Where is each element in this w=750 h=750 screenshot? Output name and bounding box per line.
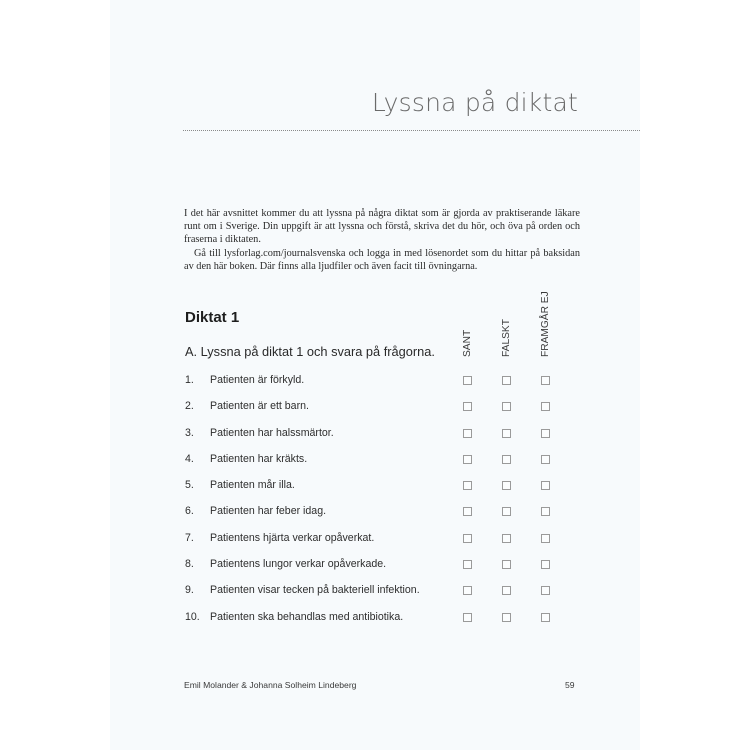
column-header-sant: SANT — [462, 329, 473, 357]
statement-text: Patienten är förkyld. — [210, 374, 305, 386]
checkbox-sant[interactable] — [463, 534, 472, 543]
statement-row — [185, 557, 585, 583]
checkbox-sant[interactable] — [463, 507, 472, 516]
statement-text: Patienten har feber idag. — [210, 505, 327, 518]
statement-number: 5. — [185, 479, 194, 492]
page-title: Lyssna på diktat — [371, 88, 578, 117]
checkbox-framgar-ej[interactable] — [541, 402, 550, 411]
checkbox-falskt[interactable] — [502, 402, 511, 411]
statement-number: 2. — [185, 400, 194, 413]
checkbox-sant[interactable] — [463, 376, 472, 385]
intro-text — [184, 207, 580, 273]
page-number: 59 — [565, 680, 575, 690]
checkbox-falskt[interactable] — [502, 376, 511, 385]
checkbox-framgar-ej[interactable] — [541, 613, 550, 622]
section-heading: Diktat 1 — [185, 309, 240, 326]
title-dotted-divider — [183, 130, 640, 131]
checkbox-falskt[interactable] — [502, 429, 511, 438]
checkbox-framgar-ej[interactable] — [541, 534, 550, 543]
checkbox-falskt[interactable] — [502, 455, 511, 464]
checkbox-falskt[interactable] — [502, 507, 511, 516]
statement-number: 10. — [185, 610, 200, 623]
statement-row — [185, 583, 585, 609]
checkbox-sant[interactable] — [463, 481, 472, 490]
statement-row — [185, 478, 585, 504]
statement-text: Patienten mår illa. — [210, 479, 295, 492]
checkbox-sant[interactable] — [463, 613, 472, 622]
statement-number: 7. — [185, 531, 194, 544]
checkbox-framgar-ej[interactable] — [541, 586, 550, 595]
intro-paragraph-2: Gå till lysforlag.com/journalsvenska och logga in med lösenordet som du hittar på baksidan av den här boken. Där finns alla ljudfiler och även facit till övningarna. — [184, 247, 580, 272]
statement-text: Patienten är ett barn. — [210, 400, 309, 413]
intro-paragraph-1: I det här avsnittet kommer du att lyssna på några diktat som är gjorda av praktiserande läkare runt om i Sverige. Din uppgift är att lyssna och förstå, skriva det du hör, och öva på orden och fraserna i diktaten. — [184, 208, 580, 246]
checkbox-sant[interactable] — [463, 429, 472, 438]
checkbox-sant[interactable] — [463, 560, 472, 569]
checkbox-falskt[interactable] — [502, 481, 511, 490]
statement-text: Patienten har kräkts. — [210, 452, 308, 465]
checkbox-framgar-ej[interactable] — [541, 455, 550, 464]
statement-row — [185, 610, 585, 636]
statement-number: 8. — [185, 558, 194, 571]
checkbox-framgar-ej[interactable] — [541, 376, 550, 385]
statement-number: 6. — [185, 505, 194, 518]
statement-text: Patientens lungor verkar opåverkade. — [210, 558, 387, 571]
checkbox-framgar-ej[interactable] — [541, 507, 550, 516]
statement-number: 9. — [185, 584, 194, 597]
checkbox-framgar-ej[interactable] — [541, 560, 550, 569]
column-header-framgar-ej: FRAMGÅR EJ — [540, 291, 551, 357]
statement-row — [185, 426, 585, 452]
checkbox-falskt[interactable] — [502, 586, 511, 595]
statement-row — [185, 373, 585, 399]
statement-row — [185, 452, 585, 478]
checkbox-falskt[interactable] — [502, 560, 511, 569]
statement-row — [185, 531, 585, 557]
statement-row — [185, 504, 585, 530]
checkbox-sant[interactable] — [463, 586, 472, 595]
checkbox-framgar-ej[interactable] — [541, 429, 550, 438]
footer-authors: Emil Molander & Johanna Solheim Lindeberg — [184, 680, 357, 690]
statement-row — [185, 399, 585, 425]
checkbox-falskt[interactable] — [502, 613, 511, 622]
statement-text: Patienten visar tecken på bakteriell infektion. — [210, 584, 420, 597]
column-header-falskt: FALSKT — [501, 319, 512, 357]
statement-text: Patientens hjärta verkar opåverkat. — [210, 531, 375, 544]
statement-list — [185, 373, 585, 636]
statement-number: 4. — [185, 452, 194, 465]
exercise-instruction: A. Lyssna på diktat 1 och svara på frågorna. — [185, 344, 435, 359]
checkbox-falskt[interactable] — [502, 534, 511, 543]
statement-text: Patienten ska behandlas med antibiotika. — [210, 610, 404, 623]
statement-number: 1. — [185, 374, 194, 386]
checkbox-sant[interactable] — [463, 402, 472, 411]
book-page — [110, 0, 640, 750]
checkbox-framgar-ej[interactable] — [541, 481, 550, 490]
statement-number: 3. — [185, 426, 194, 439]
statement-text: Patienten har halssmärtor. — [210, 426, 334, 439]
checkbox-sant[interactable] — [463, 455, 472, 464]
